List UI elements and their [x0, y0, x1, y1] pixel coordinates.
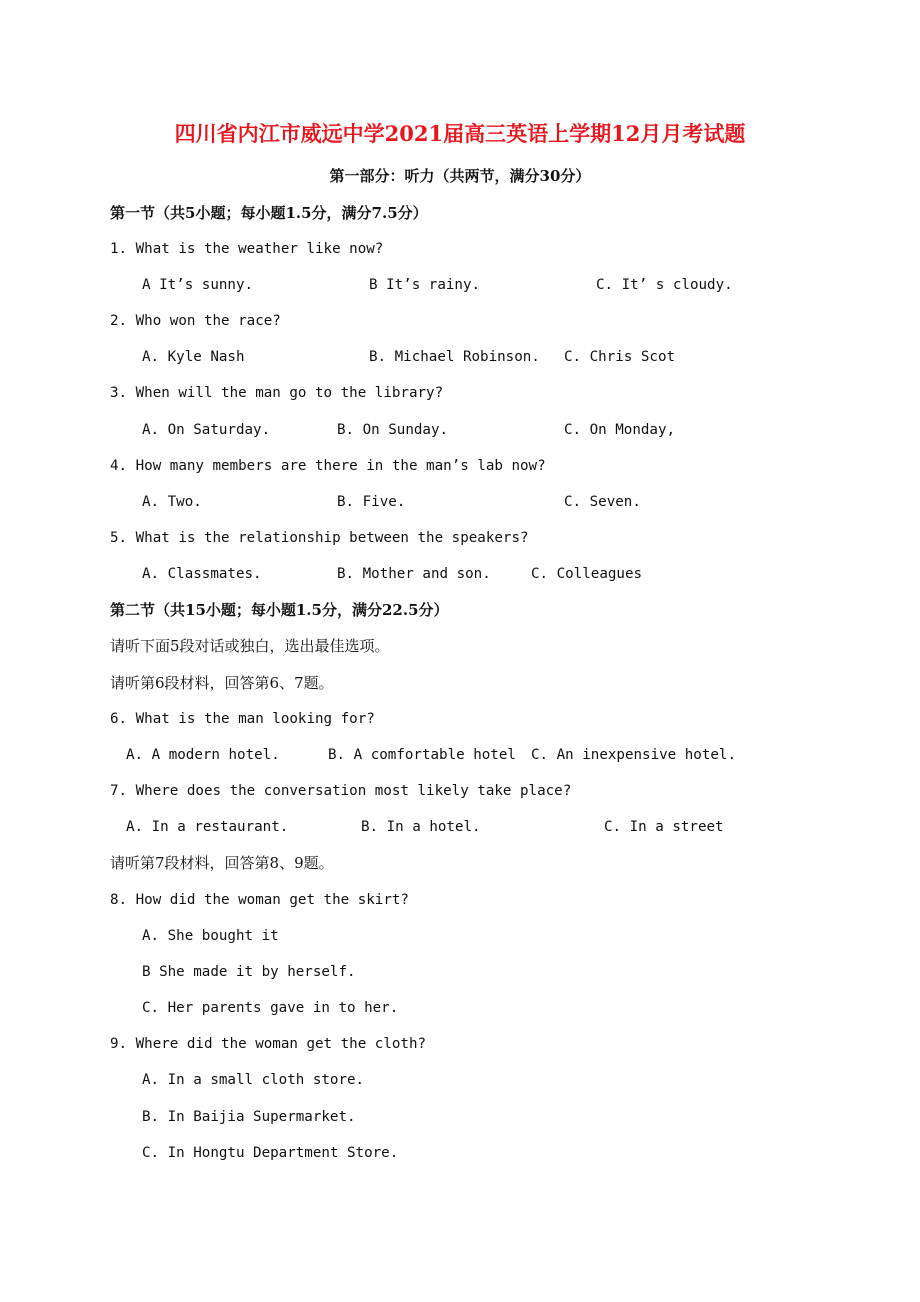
q9-option-b: B. In Baijia Supermarket.	[142, 1109, 356, 1125]
question-9: 9. Where did the woman get the cloth?	[110, 1036, 427, 1052]
question-6: 6. What is the man looking for?	[110, 711, 375, 727]
q1-option-a: A It’s sunny.	[142, 277, 254, 293]
q6-option-a: A. A modern hotel.	[126, 747, 280, 763]
instruction-main: 请听下面5段对话或独白，选出最佳选项。	[110, 637, 390, 655]
section2-heading: 第二节（共15小题；每小题1.5分，满分22.5分）	[110, 601, 449, 619]
question-7: 7. Where does the conversation most likely take place?	[110, 783, 572, 799]
q2-option-c: C. Chris Scot	[564, 349, 676, 365]
q9-option-c: C. In Hongtu Department Store.	[142, 1145, 399, 1161]
part1-heading: 第一部分：听力（共两节，满分30分）	[329, 167, 591, 185]
q6-option-b: B. A comfortable hotel	[328, 747, 516, 763]
q7-option-c: C. In a street	[604, 819, 724, 835]
question-1: 1. What is the weather like now?	[110, 241, 384, 257]
instruction-8-9: 请听第7段材料，回答第8、9题。	[110, 854, 334, 872]
q5-option-a: A. Classmates.	[142, 566, 262, 582]
q8-option-a: A. She bought it	[142, 928, 279, 944]
q8-option-b: B She made it by herself.	[142, 964, 356, 980]
q3-option-c: C. On Monday,	[564, 422, 676, 438]
exam-title: 四川省内江市威远中学2021届高三英语上学期12月月考试题	[174, 121, 746, 146]
section1-heading: 第一节（共5小题；每小题1.5分，满分7.5分）	[110, 204, 428, 222]
q3-option-b: B. On Sunday.	[337, 422, 449, 438]
q5-option-c: C. Colleagues	[531, 566, 643, 582]
question-3: 3. When will the man go to the library?	[110, 385, 444, 401]
q1-option-c: C. It’ s cloudy.	[596, 277, 733, 293]
question-5: 5. What is the relationship between the speakers?	[110, 530, 529, 546]
q1-option-b: B It’s rainy.	[369, 277, 481, 293]
q7-option-a: A. In a restaurant.	[126, 819, 289, 835]
q4-option-b: B. Five.	[337, 494, 406, 510]
q8-option-c: C. Her parents gave in to her.	[142, 1000, 399, 1016]
q4-option-c: C. Seven.	[564, 494, 641, 510]
instruction-6-7: 请听第6段材料，回答第6、7题。	[110, 674, 334, 692]
q6-option-c: C. An inexpensive hotel.	[531, 747, 736, 763]
question-2: 2. Who won the race?	[110, 313, 281, 329]
q2-option-b: B. Michael Robinson.	[369, 349, 540, 365]
q3-option-a: A. On Saturday.	[142, 422, 271, 438]
q7-option-b: B. In a hotel.	[361, 819, 481, 835]
question-8: 8. How did the woman get the skirt?	[110, 892, 409, 908]
q9-option-a: A. In a small cloth store.	[142, 1072, 365, 1088]
q5-option-b: B. Mother and son.	[337, 566, 491, 582]
question-4: 4. How many members are there in the man’s lab now?	[110, 458, 546, 474]
q4-option-a: A. Two.	[142, 494, 202, 510]
q2-option-a: A. Kyle Nash	[142, 349, 245, 365]
